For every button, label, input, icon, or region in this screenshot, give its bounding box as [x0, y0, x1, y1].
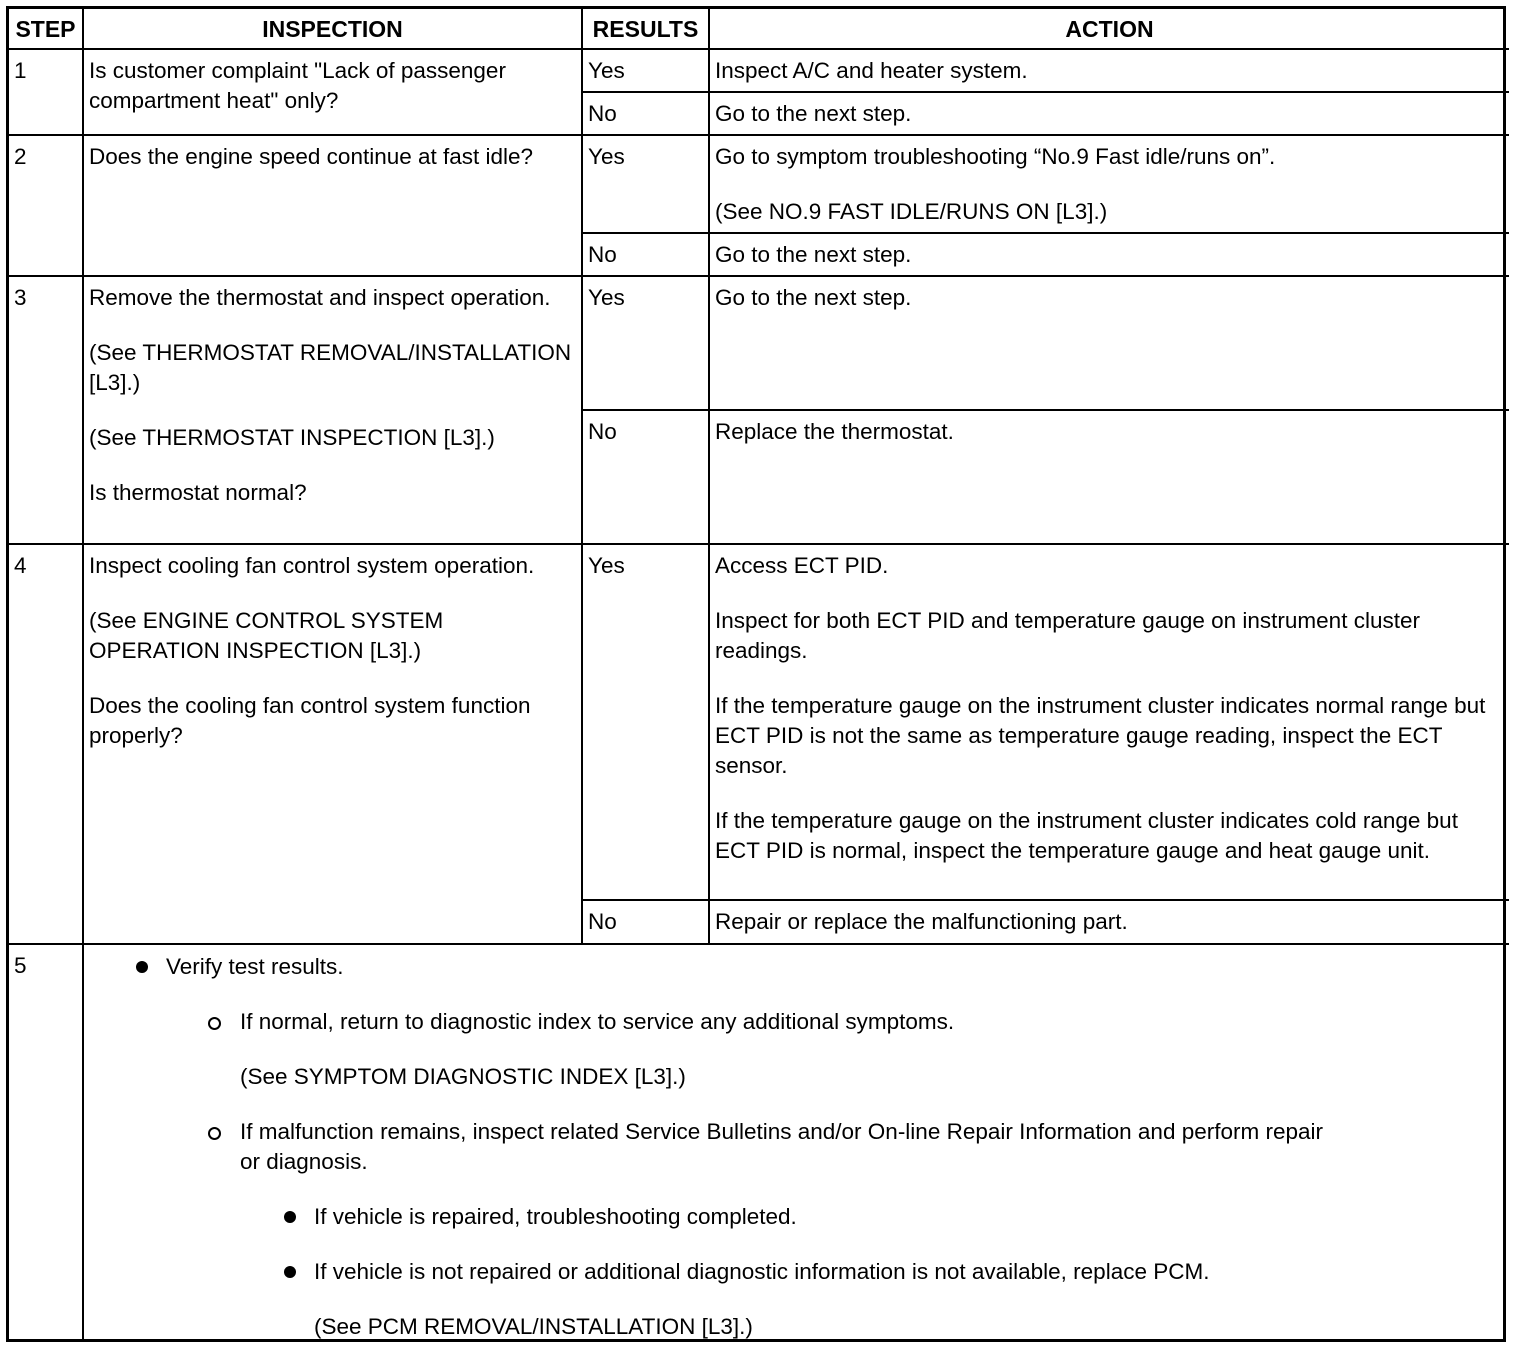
- inspection-reference: (See ENGINE CONTROL SYSTEM OPERATION INSPECTION [L3].): [89, 608, 444, 663]
- action-text: Go to the next step.: [715, 101, 912, 126]
- header-step: STEP: [9, 9, 83, 49]
- result-no: No: [582, 233, 709, 276]
- inspection-text: Is customer complaint "Lack of passenger compartment heat" only?: [89, 58, 506, 113]
- pcm-reference: (See PCM REMOVAL/INSTALLATION [L3].): [314, 1314, 753, 1339]
- action-cell: [709, 410, 1509, 544]
- inspection-question: Does the cooling fan control system function properly?: [89, 693, 531, 748]
- inspection-cell: [83, 135, 582, 276]
- bullet-circle-icon: [208, 1017, 221, 1030]
- normal-text: If normal, return to diagnostic index to service any additional symptoms.: [240, 1009, 955, 1034]
- action-cell: [709, 544, 1509, 900]
- result-no: No: [582, 92, 709, 135]
- action-cell: [709, 92, 1509, 135]
- result-no: No: [582, 900, 709, 944]
- result-no: No: [582, 410, 709, 544]
- step-number: 3: [9, 276, 83, 544]
- step-1-yes-row: [9, 49, 1509, 92]
- step-number: 5: [9, 944, 83, 1339]
- inspection-reference: (See THERMOSTAT REMOVAL/INSTALLATION [L3].): [89, 340, 572, 395]
- action-cell: [709, 233, 1509, 276]
- bullet-dot-icon: [284, 1266, 296, 1278]
- action-text: If the temperature gauge on the instrument cluster indicates normal range but ECT PID is not the same as temperature gauge reading, inspect the ECT sensor.: [715, 693, 1486, 778]
- inspection-text: Remove the thermostat and inspect operation.: [89, 285, 551, 310]
- action-text: Go to symptom troubleshooting “No.9 Fast idle/runs on”.: [715, 144, 1276, 169]
- step-2-yes-row: [9, 135, 1509, 233]
- malfunction-text-continued: or diagnosis.: [240, 1149, 368, 1174]
- malfunction-text: If malfunction remains, inspect related Service Bulletins and/or On-line Repair Information and perform repair: [240, 1119, 1324, 1144]
- step-number: 4: [9, 544, 83, 944]
- step-4-yes-row: [9, 544, 1509, 900]
- inspection-text: Does the engine speed continue at fast idle?: [89, 144, 534, 169]
- step-number: 1: [9, 49, 83, 135]
- not-repaired-text: If vehicle is not repaired or additional diagnostic information is not available, replace PCM.: [314, 1259, 1210, 1284]
- action-reference: (See NO.9 FAST IDLE/RUNS ON [L3].): [715, 199, 1108, 224]
- inspection-reference: (See THERMOSTAT INSPECTION [L3].): [89, 425, 495, 450]
- step-number: 2: [9, 135, 83, 276]
- result-yes: Yes: [582, 276, 709, 410]
- action-cell: [709, 900, 1509, 944]
- bullet-dot-icon: [136, 961, 148, 973]
- inspection-question: Is thermostat normal?: [89, 480, 307, 505]
- action-cell: [709, 49, 1509, 92]
- result-yes: Yes: [582, 544, 709, 900]
- step-3-yes-row: [9, 276, 1509, 410]
- action-text: Inspect A/C and heater system.: [715, 58, 1028, 83]
- bullet-circle-icon: [208, 1127, 221, 1140]
- result-yes: Yes: [582, 49, 709, 92]
- inspection-text: Inspect cooling fan control system operation.: [89, 553, 535, 578]
- inspection-cell: [83, 276, 582, 544]
- action-text: Access ECT PID.: [715, 553, 889, 578]
- action-text: Go to the next step.: [715, 285, 912, 310]
- verify-text: Verify test results.: [166, 954, 344, 979]
- action-text: If the temperature gauge on the instrument cluster indicates cold range but ECT PID is normal, inspect the temperature gauge and heat gauge unit.: [715, 808, 1458, 863]
- action-text: Inspect for both ECT PID and temperature gauge on instrument cluster readings.: [715, 608, 1420, 663]
- step-5-row: [9, 944, 1509, 1339]
- header-row: [9, 9, 1509, 49]
- action-cell: [709, 135, 1509, 233]
- normal-reference: (See SYMPTOM DIAGNOSTIC INDEX [L3].): [240, 1064, 686, 1089]
- header-inspection: INSPECTION: [83, 9, 582, 49]
- repaired-text: If vehicle is repaired, troubleshooting completed.: [314, 1204, 797, 1229]
- bullet-dot-icon: [284, 1211, 296, 1223]
- action-text: Go to the next step.: [715, 242, 912, 267]
- step-5-content: [83, 944, 1509, 1339]
- header-results: RESULTS: [582, 9, 709, 49]
- action-text: Replace the thermostat.: [715, 419, 954, 444]
- result-yes: Yes: [582, 135, 709, 233]
- inspection-cell: [83, 49, 582, 135]
- troubleshooting-table-container: [6, 6, 1506, 1342]
- header-action: ACTION: [709, 9, 1509, 49]
- action-cell: [709, 276, 1509, 410]
- action-text: Repair or replace the malfunctioning part.: [715, 909, 1128, 934]
- inspection-cell: [83, 544, 582, 944]
- troubleshooting-table: [9, 9, 1509, 1339]
